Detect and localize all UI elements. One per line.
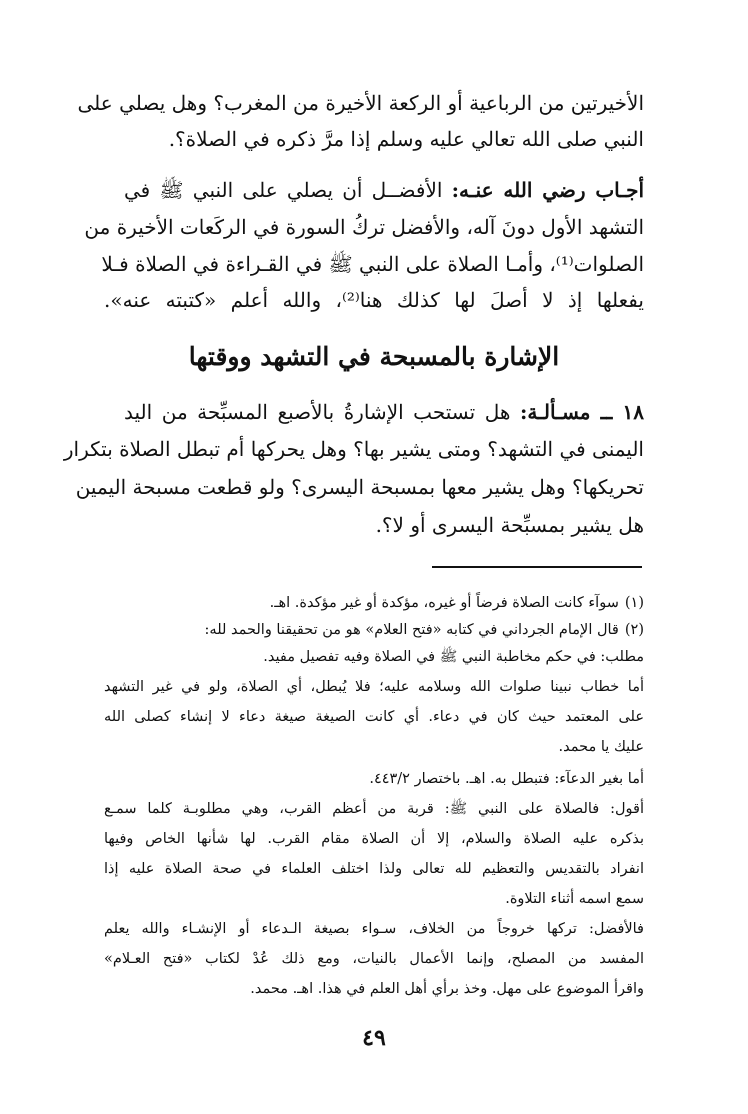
question-first-line [124,397,644,427]
section-title: الإشارة بالمسبحة في التشهد ووقتها [188,342,560,371]
text-line: الأخيرتين من الرباعية أو الركعة الأخيرة من المغرب؟ وهل يصلي على [77,91,644,115]
footnote-line: على المعتمد حيث كان في دعاء. أي كانت الصيغة صيغة دعاء لا إنشاء كصلى الله [104,709,644,725]
footnote-line: مطلب: في حكم مخاطبة النبي ﷺ في الصلاة وفيه تفصيل مفيد. [263,649,644,665]
text-line: تحريكها؟ وهل يشير معها بمسبحة اليسرى؟ ولو قطعت مسبحة اليمين [75,475,644,499]
footnote-line: المفسد من المصلح، وإنما الأعمال بالنيات، ومع ذلك عُدْ لكتاب «فتح العـلام» [104,951,644,967]
text-line: الصلوات⁽¹⁾، وأمـا الصلاة على النبي ﷺ في القـراءة في الصلاة فـلا [101,252,644,276]
footnote-number: (٢) [624,622,644,638]
footnote-line: عليك يا محمد. [558,739,644,755]
text-line: هل يشير بمسبِّحة اليسرى أو لا؟. [375,513,644,537]
answer-first-line [124,175,644,205]
answer-first-line-rest: الأفضــل أن يصلي على النبي ﷺ في [124,178,443,202]
text-line: النبي صلى الله تعالي عليه وسلم إذا مرَّ ذكره في الصلاة؟. [168,127,644,151]
footnote-line: واقرأ الموضوع على مهل. وخذ برأي أهل العلم في هذا. اهـ. محمد. [250,981,644,997]
footnote-line: بذكره عليه الصلاة والسلام، إلا أن الصلاة مقام القرب. لها شأنها الخاص وفيها [104,831,644,847]
footnote-line: سمع اسمه أثناء التلاوة. [505,891,644,907]
footnote-line: أما بغير الدعآء: فتبطل به. اهـ. باختصار ٤٤٣/٢. [369,771,644,787]
answer-lead: أجـاب رضي الله عنـه: [451,178,645,202]
question-lead: ١٨ ــ مسـألـة: [519,400,644,424]
footnote-text: سوآء كانت الصلاة فرضاً أو غيره، مؤكدة أو غير مؤكدة. اهـ. [269,595,619,611]
footnote-line: انفراد بالتقديس والتعظيم لله تعالى ولذا اختلف العلماء في صحة الصلاة عليه إذا [104,861,644,877]
footnote-text: قال الإمام الجرداني في كتابه «فتح العلام» هو من تحقيقنا والحمد لله: [204,622,619,638]
text-line: اليمنى في التشهد؟ ومتى يشير بها؟ وهل يحركها أم تبطل الصلاة بتكرار [63,437,644,461]
footnote-1 [104,590,644,616]
footnote-line: فالأفضل: تركها خروجاً من الخلاف، سـواء بصيغة الـدعاء أو الإنشـاء والله يعلم [104,921,644,937]
footnote-line: أما خطاب نبينا صلوات الله وسلامه عليه؛ فلا يُبطل، أي الصلاة، ولو في غير التشهد [104,679,644,695]
text-line: يفعلها إذ لا أصلَ لها كذلك هنا⁽²⁾، والله أعلم «كتبته عنه». [104,288,644,312]
footnote-separator [432,566,642,568]
footnote-line: أقول: فالصلاة على النبي ﷺ: قربة من أعظم القرب، وهي مطلوبـة كلما سمـع [104,801,644,817]
footnote-2 [104,617,644,643]
text-line: التشهد الأول دونَ آله، والأفضل تركُ السورة في الركَعات الأخيرة من [84,215,644,239]
page-number: ٤٩ [362,1025,386,1051]
question-first-line-rest: هل تستحب الإشارةُ بالأصبع المسبِّحة من اليد [124,400,511,424]
footnote-number: (١) [624,595,644,611]
